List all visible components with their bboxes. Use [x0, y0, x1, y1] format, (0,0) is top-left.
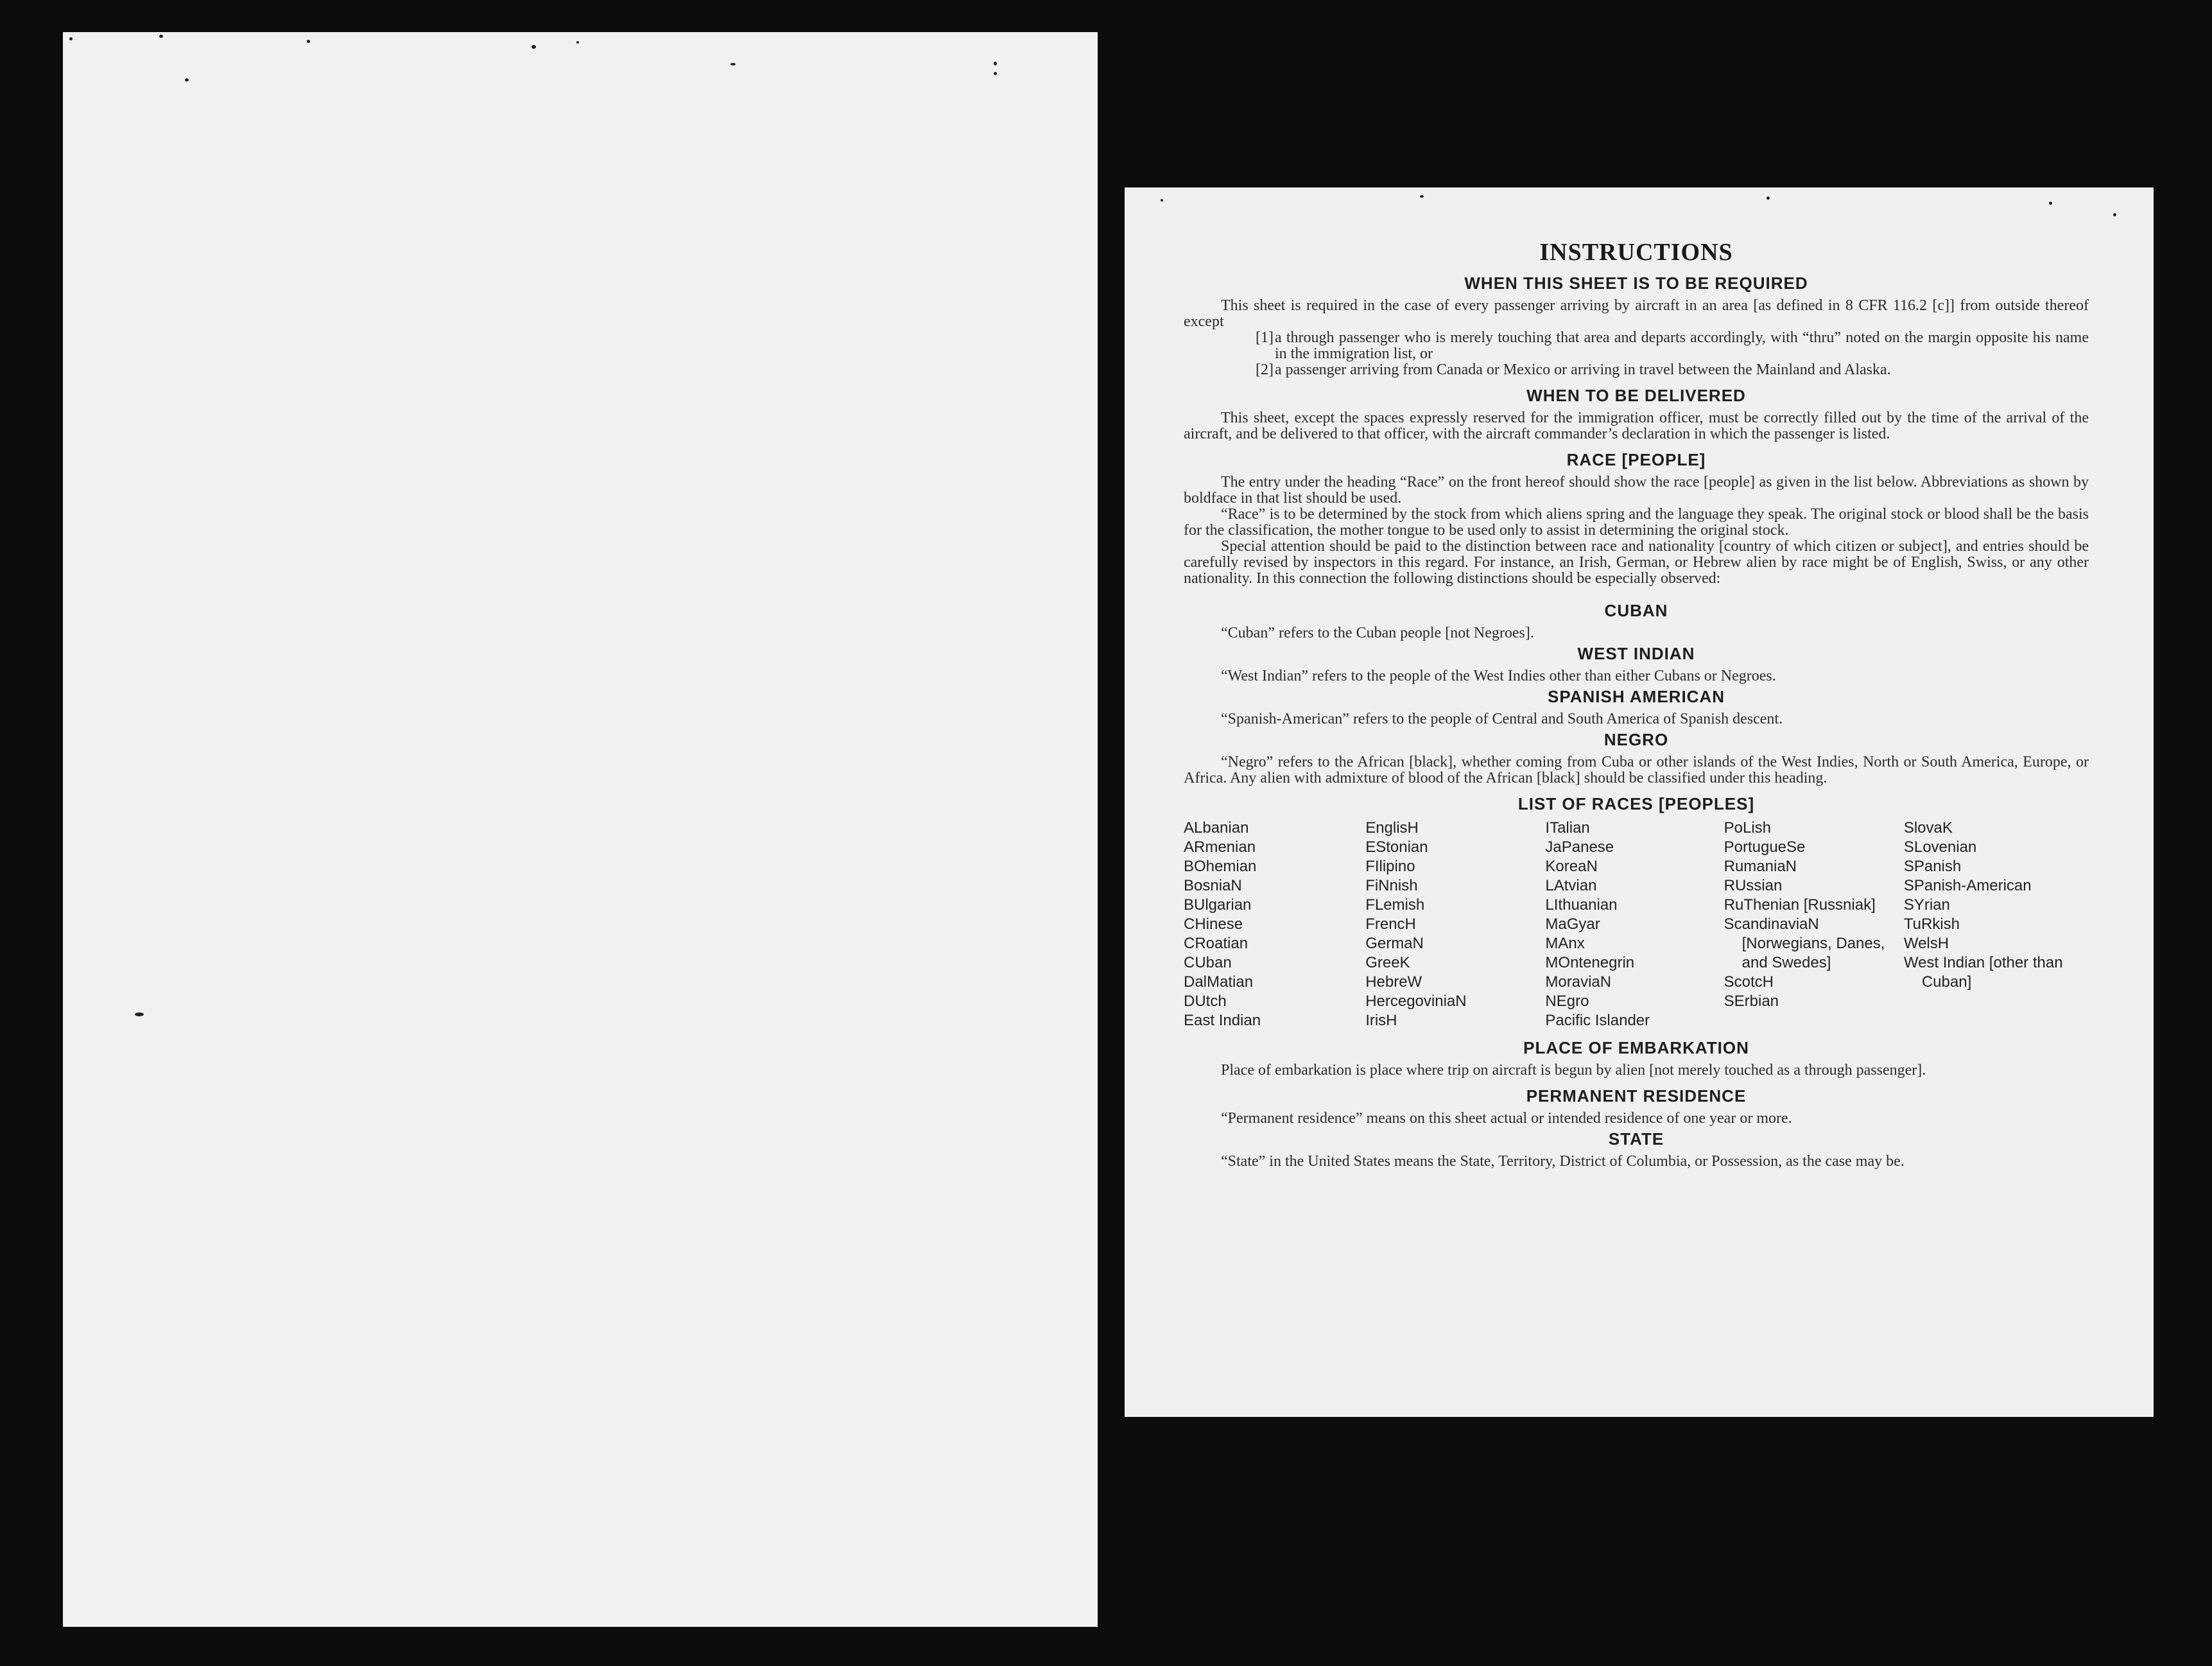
race-item: BosniaN [1184, 877, 1242, 894]
race-item: BOhemian [1184, 858, 1257, 875]
race-item: SlovaK [1903, 819, 1953, 837]
page-title: INSTRUCTIONS [1539, 239, 1733, 266]
race-column-1 [1184, 819, 1365, 1030]
heading-cuban: CUBAN [1604, 601, 1668, 620]
paragraph-west-indian: “West Indian” refers to the people of the West Indies other than either Cubans or Negroes. [1221, 668, 1776, 684]
race-item: BUlgarian [1184, 896, 1252, 914]
paragraph-state: “State” in the United States means the State, Territory, District of Columbia, or Possession, as the case may be. [1221, 1153, 1905, 1170]
race-column-3 [1545, 819, 1724, 1030]
race-item: SYrian [1903, 896, 1950, 914]
heading-negro: NEGRO [1603, 730, 1669, 749]
paragraph-when-delivered: This sheet, except the spaces expressly reserved for the immigration officer, must be correctly filled out by the time of the arrival of the aircraft, and be delivered to that officer, with the aircraft commander’s declaration in which the passenger is listed. [1184, 410, 2089, 442]
race-item: ScotcH [1724, 973, 1774, 991]
race-item: SPanish-American [1903, 877, 2032, 894]
race-item: HebreW [1365, 973, 1422, 991]
race-item: LAtvian [1545, 877, 1597, 894]
race-item: ARmenian [1184, 838, 1256, 856]
paragraph-when-required: This sheet is required in the case of every passenger arriving by aircraft in an area [as defined in 8 CFR 116.2 [c]] from outside thereof except [1184, 297, 2089, 330]
paragraph-race-3: Special attention should be paid to the distinction between race and nationality [country of which citizen or subject], and entries should be carefully revised by inspectors in this regard. For instance, an Irish, German, or Hebrew alien by race might be of English, Swiss, or any other nationality. In this connection the following distinctions should be especially observed: [1184, 538, 2089, 587]
race-item: CUban [1184, 954, 1232, 971]
instructions-text [1184, 239, 2089, 1170]
race-item: EnglisH [1365, 819, 1419, 837]
heading-west-indian: WEST INDIAN [1577, 644, 1695, 663]
race-item: NEgro [1545, 993, 1589, 1010]
race-item: JaPanese [1545, 838, 1614, 856]
race-item: East Indian [1184, 1012, 1261, 1029]
race-item: FIlipino [1365, 858, 1415, 875]
paragraph-permanent-residence: “Permanent residence” means on this sheet actual or intended residence of one year or more. [1221, 1110, 1792, 1127]
race-item: FLemish [1365, 896, 1425, 914]
item-text: a through passenger who is merely touching that area and departs accordingly, with “thru” noted on the margin opposite his name in the immigration list, or [1275, 329, 2089, 362]
race-item: RUssian [1724, 877, 1783, 894]
list-item [1256, 330, 2089, 362]
race-item: WelsH [1903, 935, 1949, 952]
paragraph-place-of-embarkation: Place of embarkation is place where trip on aircraft is begun by alien [not merely touched as a through passenger]. [1221, 1062, 1926, 1079]
race-item: GermaN [1365, 935, 1424, 952]
race-item: TuRkish [1903, 915, 1960, 933]
heading-spanish-american: SPANISH AMERICAN [1547, 687, 1725, 706]
race-column-4 [1724, 819, 1904, 1030]
race-item: SLovenian [1903, 838, 1977, 856]
heading-race: RACE [PEOPLE] [1566, 450, 1706, 469]
race-list [1184, 819, 2089, 1030]
race-item: MOntenegrin [1545, 954, 1635, 971]
list-item [1256, 362, 2089, 378]
race-item: CHinese [1184, 915, 1243, 933]
race-item: SPanish [1903, 858, 1962, 875]
heading-when-delivered: WHEN TO BE DELIVERED [1526, 386, 1746, 405]
race-item: MAnx [1545, 935, 1585, 952]
heading-permanent-residence: PERMANENT RESIDENCE [1526, 1086, 1747, 1106]
exception-list [1256, 330, 2089, 378]
instructions-sheet [1125, 187, 2154, 1417]
race-item: EStonian [1365, 838, 1428, 856]
race-item: GreeK [1365, 954, 1410, 971]
paragraph-negro: “Negro” refers to the African [black], whether coming from Cuba or other islands of the West Indies, North or South America, Europe, or Africa. Any alien with admixture of blood of the African [black] should be classified under this heading. [1184, 754, 2089, 786]
race-item: KoreaN [1545, 858, 1598, 875]
item-number: [2] [1256, 361, 1274, 378]
item-number: [1] [1256, 329, 1274, 346]
heading-list-of-races: LIST OF RACES [PEOPLES] [1517, 794, 1755, 813]
race-item: ITalian [1545, 819, 1590, 837]
race-item: LIthuanian [1545, 896, 1618, 914]
race-item: FiNnish [1365, 877, 1418, 894]
heading-place-of-embarkation: PLACE OF EMBARKATION [1523, 1038, 1749, 1057]
race-item: SErbian [1724, 993, 1779, 1010]
race-item: West Indian [other than Cuban] [1903, 954, 2063, 991]
race-item: DalMatian [1184, 973, 1254, 991]
heading-when-required: WHEN THIS SHEET IS TO BE REQUIRED [1464, 273, 1808, 293]
paragraph-race-2: “Race” is to be determined by the stock from which aliens spring and the language they speak. The original stock or blood shall be the basis for the classification, the mother tongue to be used only to assist in determining the original stock. [1184, 506, 2089, 539]
paragraph-cuban: “Cuban” refers to the Cuban people [not Negroes]. [1221, 625, 1534, 641]
item-text: a passenger arriving from Canada or Mexico or arriving in travel between the Mainland and Alaska. [1275, 361, 1891, 378]
heading-state: STATE [1608, 1129, 1664, 1149]
paragraph-spanish-american: “Spanish-American” refers to the people of Central and South America of Spanish descent. [1221, 711, 1783, 727]
race-item: RumaniaN [1724, 858, 1797, 875]
race-column-2 [1365, 819, 1545, 1030]
race-item: IrisH [1365, 1012, 1397, 1029]
race-item: ALbanian [1184, 819, 1249, 837]
race-item: RuThenian [Russniak] [1724, 896, 1876, 914]
race-item: MoraviaN [1545, 973, 1612, 991]
race-column-5 [1904, 819, 2089, 1030]
race-item: CRoatian [1184, 935, 1249, 952]
blank-left-sheet [63, 32, 1098, 1627]
race-item: ScandinaviaN [Norwegians, Danes, and Swedes] [1724, 915, 1885, 971]
race-item: DUtch [1184, 993, 1227, 1010]
race-item: PortugueSe [1724, 838, 1806, 856]
race-item: PoLish [1724, 819, 1772, 837]
race-item: Pacific Islander [1545, 1012, 1650, 1029]
race-item: FrencH [1365, 915, 1416, 933]
race-item: HercegoviniaN [1365, 993, 1467, 1010]
race-item: MaGyar [1545, 915, 1600, 933]
paragraph-race-1: The entry under the heading “Race” on the front hereof should show the race [people] as given in the list below. Abbreviations as shown by boldface in that list should be used. [1184, 474, 2089, 507]
